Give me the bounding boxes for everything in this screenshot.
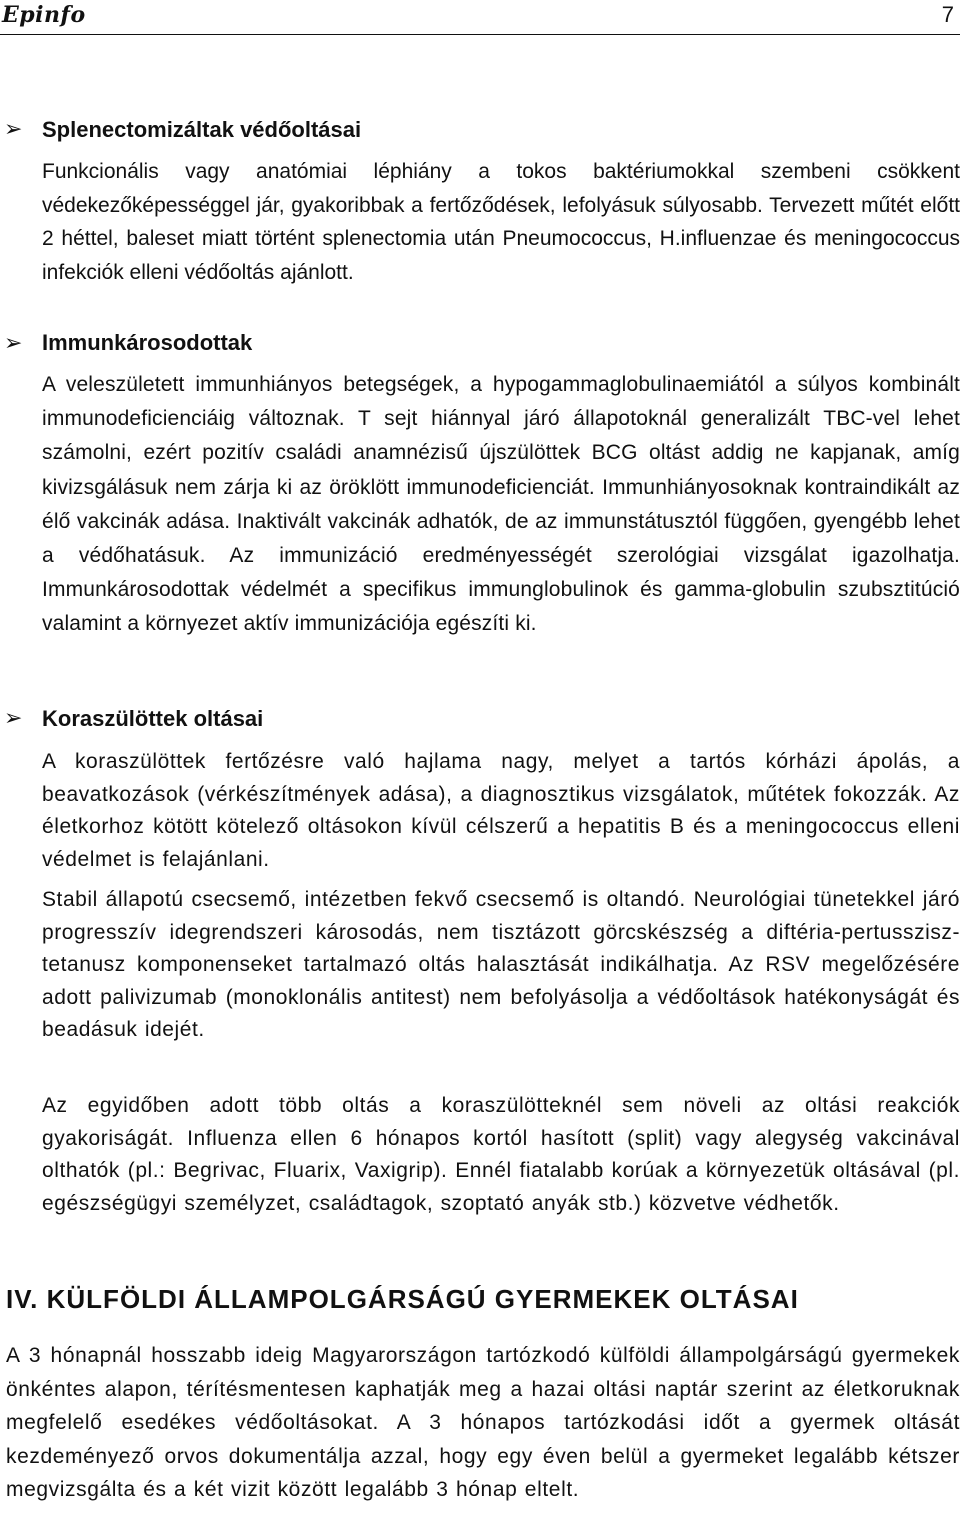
section-paragraph: Stabil állapotú csecsemő, intézetben fekvő csecsemő is oltandó. Neurológiai tünetekkel járó progresszív idegrendszeri károsodás, nem tisztázott görcskészség a diftéria-pertusszisz-tetanusz komponenseket tartalmazó oltás halasztását indikálhatja. Az RSV megelőzésére adott palivizumab (monoklonális antitest) nem befolyásolja a védőoltások hatékonyságát és beadásuk idejét. bbox=[42, 888, 960, 1042]
arrow-bullet-icon: ➢ bbox=[4, 117, 23, 142]
section-title: Immunkárosodottak bbox=[42, 330, 253, 355]
page-header bbox=[0, 0, 960, 35]
arrow-bullet-icon: ➢ bbox=[4, 706, 23, 731]
section-paragraph: Az egyidőben adott több oltás a koraszülötteknél sem növeli az oltási reakciók gyakoriságát. Influenza ellen 6 hónapos kortól hasított (split) vagy alegység vakcinával olthatók (pl.: Begrivac, Fluarix, Vaxigrip). Ennél fiatalabb korúak a környezetük oltásával (pl. egészségügyi személyzet, családtagok, szoptató anyák stb.) közvetve védhetők. bbox=[42, 1094, 960, 1215]
arrow-bullet-icon: ➢ bbox=[4, 331, 23, 356]
section-paragraph: A veleszületett immunhiányos betegségek, a hypogammaglobulinaemiától a súlyos kombinált immunodeficienciáig változnak. T sejt hiánnyal járó állapotoknál generalizált TBC-vel lehet számolni, ezért pozitív családi anamnézisű újszülöttek BCG oltást addig ne kapjanak, amíg kivizsgálásuk nem zárja ki az öröklött immunodeficienciát. Immunhiányosoknak kontraindikált az élő vakcinák adása. Inaktivált vakcinák adhatók, de az immunstátusztól függően, gyengébb lehet a védőhatásuk. Az immunizáció eredményességét szerológiai vizsgálat igazolhatja. Immunkárosodottak védelmét a specifikus immunglobulinok és gamma-globulin szubsztitúció valamint a környezet aktív immunizációja egészíti ki. bbox=[42, 373, 960, 636]
chapter-paragraph: A 3 hónapnál hosszabb ideig Magyarországon tartózkodó külföldi állampolgárságú gyermekek önkéntes alapon, térítésmentesen kaphatják meg a hazai oltási naptár szerint az életkoruknak megfelelő esedékes védőoltásokat. A 3 hónapos tartózkodási időt a gyermek oltását kezdeményező orvos dokumentálja azzal, hogy egy éven belül a gyermeket legalább kétszer megvizsgálta és a két vizit között legalább 3 hónap eltelt. bbox=[6, 1344, 960, 1502]
section-paragraph: A koraszülöttek fertőzésre való hajlama nagy, melyet a tartós kórházi ápolás, a beavatkozások (vérkészítmények adása), a diagnosztikus vizsgálatok, műtétek fokozzák. Az életkorhoz kötött kötelező oltásokon kívül célszerű a hepatitis B és a meningococcus elleni védelmet is felajánlani. bbox=[42, 750, 960, 871]
chapter-title: IV. KÜLFÖLDI ÁLLAMPOLGÁRSÁGÚ GYERMEKEK OLTÁSAI bbox=[6, 1284, 799, 1314]
brand-logo: Epinfo bbox=[2, 2, 86, 28]
section-paragraph: Funkcionális vagy anatómiai léphiány a tokos baktériumokkal szembeni csökkent védekezőképességgel jár, gyakoribbak a fertőződések, lefolyásuk súlyosabb. Tervezett műtét előtt 2 héttel, baleset miatt történt splenectomia után Pneumococcus, H.influenzae és meningococcus infekciók elleni védőoltás ajánlott. bbox=[42, 160, 960, 284]
section-title: Splenectomizáltak védőoltásai bbox=[42, 117, 362, 142]
page-number: 7 bbox=[941, 2, 954, 27]
section-title: Koraszülöttek oltásai bbox=[42, 706, 264, 731]
